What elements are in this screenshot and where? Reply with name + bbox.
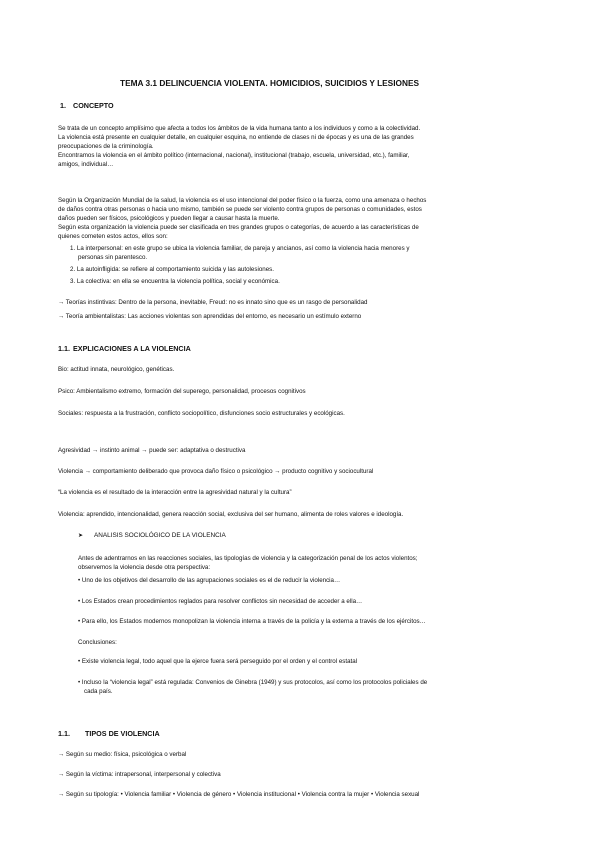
paragraph-line: amigos, individual… [58,161,114,168]
explanation-line: Sociales: respuesta a la frustración, conflicto sociopolítico, disfunciones socio estructurales y ecológicas. [58,410,345,417]
paragraph-line: Encontramos la violencia en el ámbito político (internacional, nacional), institucional (trabajo, escuela, universidad, etc.), familiar, [58,152,410,159]
list-item: 3. La colectiva: en ella se encuentra la violencia política, social y económica. [70,278,280,285]
list-item: 2. La autoinfligida: se refiere al comportamiento suicida y las autolesiones. [70,266,274,273]
conclusion-item: • Incluso la “violencia legal” está regulada: Convenios de Ginebra (1949) y sus protocolos, así como los protocolos policiales de [78,679,428,686]
section-number: 1.1. [58,729,70,738]
section-number: 1.1. [58,344,70,353]
section-heading-explicaciones: EXPLICACIONES A LA VIOLENCIA [73,344,191,353]
analysis-item: • Uno de los objetivos del desarrollo de las agrupaciones sociales es el de reducir la violencia… [78,577,341,584]
paragraph-line: Se trata de un concepto amplísimo que afecta a todos los ámbitos de la vida humana tanto a los individuos y como a la colectividad. [58,125,421,132]
analysis-heading: ANALISIS SOCIOLÓGICO DE LA VIOLENCIA [94,532,226,539]
paragraph-line: quienes cometen estos actos, ellos son: [58,233,168,240]
type-line: → Según la víctima: intrapersonal, interpersonal y colectiva [58,771,221,778]
paragraph-line: Según la Organización Mundial de la salud, la violencia es el uso intencional del poder físico o la fuerza, como una amenaza o hechos [58,197,427,204]
paragraph-line: Según esta organización la violencia puede ser clasificada en tres grandes grupos o categorías, de acuerdo a las características de [58,224,419,231]
definition-line: Violencia: aprendido, intencionalidad, genera reacción social, exclusiva del ser humano, alimenta de roles valores e ideología. [58,511,404,518]
analysis-item: • Los Estados crean procedimientos reglados para resolver conflictos sin necesidad de acceder a ella… [78,598,363,605]
theory-line: → Teorías instintivas: Dentro de la persona, inevitable, Freud: no es innato sino que es un rasgo de personalidad [58,299,368,306]
conclusion-item: • Existe violencia legal, todo aquel que la ejerce fuera será perseguido por el orden y el control estatal [78,658,358,665]
paragraph-line: preocupaciones de la criminología. [58,143,154,150]
bullet-icon: ➤ [78,532,84,539]
type-line: → Según su tipología: • Violencia familiar • Violencia de género • Violencia institucional • Violencia contra la mujer • Violencia sexual [58,791,420,798]
document-title: TEMA 3.1 DELINCUENCIA VIOLENTA. HOMICIDIOS, SUICIDIOS Y LESIONES [120,78,420,88]
section-heading-concepto: CONCEPTO [73,101,114,110]
list-item: 1. La interpersonal: en este grupo se ubica la violencia familiar, de pareja y ancianos, así como la violencia hacia menores y [70,245,410,252]
analysis-intro: observemos la violencia desde otra perspectiva: [78,564,211,571]
conclusions-label: Conclusiones: [78,639,117,646]
theory-line: → Teoría ambientalistas: Las acciones violentas son aprendidas del entorno, es necesario un estímulo externo [58,313,362,320]
definition-line: Agresividad → instinto animal → puede ser: adaptativa o destructiva [58,447,246,454]
list-item: personas sin parentesco. [78,254,148,261]
paragraph-line: de daños contra otras personas o hacia uno mismo, también se puede ser violento contra grupos de personas o comunidades, estos [58,206,422,213]
paragraph-line: La violencia está presente en cualquier detalle, en cualquier esquina, no entiende de clases ni de épocas y es una de las grandes [58,134,414,141]
definition-line: Violencia → comportamiento deliberado que provoca daño físico o psicológico → producto cognitivo y sociocultural [58,468,374,475]
analysis-item: • Para ello, los Estados modernos monopolizan la violencia interna a través de la policía y la externa a través de los ejércitos… [78,618,426,625]
paragraph-line: daños pueden ser físicos, psicológicos y pueden llegar a causar hasta la muerte. [58,215,280,222]
explanation-line: Bio: actitud innata, neurológico, genéticas. [58,366,175,373]
explanation-line: Psico: Ambientalismo extremo, formación del superego, personalidad, procesos cognitivos [58,388,306,395]
section-number: 1. [60,101,66,110]
definition-line: “La violencia es el resultado de la interacción entre la agresividad natural y la cultura” [58,489,292,496]
conclusion-item: cada país. [84,688,113,695]
section-heading-tipos: TIPOS DE VIOLENCIA [85,729,160,738]
analysis-intro: Antes de adentrarnos en las reacciones sociales, las tipologías de violencia y la categorización penal de los actos violentos; [78,555,418,562]
type-line: → Según su medio: física, psicológica o verbal [58,751,187,758]
